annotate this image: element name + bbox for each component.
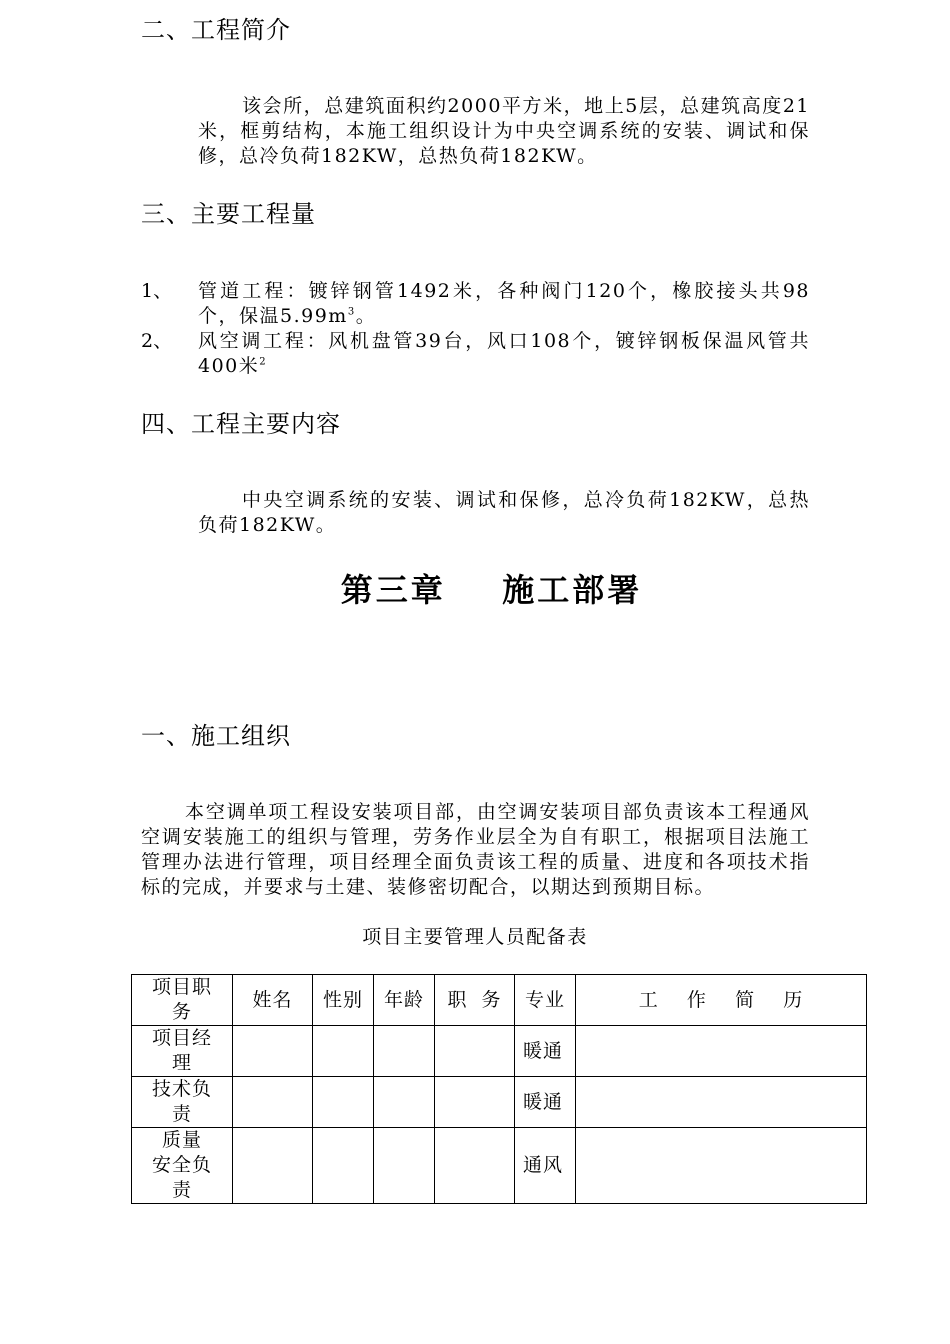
table-cell xyxy=(313,1026,374,1077)
overview-paragraph: 该会所，总建筑面积约2000平方米，地上5层，总建筑高度21米，框剪结构，本施工组织设计为中央空调系统的安装、调试和保修，总冷负荷182KW，总热负荷182KW。 xyxy=(198,95,810,167)
role-cell: 质量 安全负 责 xyxy=(132,1128,233,1204)
table-row xyxy=(132,1026,867,1077)
staff-table xyxy=(131,974,867,1204)
table-row xyxy=(132,1128,867,1204)
table-cell xyxy=(576,1077,867,1128)
header-cell: 姓名 xyxy=(233,975,313,1026)
role-cell: 项目经 理 xyxy=(132,1026,233,1077)
table-caption: 项目主要管理人员配备表 xyxy=(362,926,588,948)
table-cell xyxy=(233,1026,313,1077)
header-cell: 项目职 务 xyxy=(132,975,233,1026)
header-cell: 职 务 xyxy=(435,975,515,1026)
table-cell xyxy=(233,1077,313,1128)
superscript: 2 xyxy=(259,356,268,368)
table-cell xyxy=(435,1128,515,1204)
superscript: 3 xyxy=(347,306,356,318)
section-title-quantities: 三、主要工程量 xyxy=(141,200,316,228)
header-cell: 年龄 xyxy=(374,975,435,1026)
section-title-overview: 二、工程简介 xyxy=(141,16,291,44)
table-cell xyxy=(374,1026,435,1077)
section-title-organization: 一、施工组织 xyxy=(141,722,291,750)
table-cell xyxy=(435,1026,515,1077)
header-cell: 工 作 简 历 xyxy=(576,975,867,1026)
table-cell xyxy=(576,1026,867,1077)
header-cell: 专业 xyxy=(515,975,576,1026)
section-title-main-content: 四、工程主要内容 xyxy=(141,410,341,438)
table-cell xyxy=(313,1077,374,1128)
list-item-text: 管道工程：镀锌钢管1492米，各种阀门120个，橡胶接头共98个，保温$5.99m^3$。 xyxy=(198,280,810,327)
header-cell: 性别 xyxy=(313,975,374,1026)
chapter-title: 第三章 施工部署 xyxy=(340,571,643,609)
table-cell xyxy=(374,1077,435,1128)
specialty-cell: 通风 xyxy=(515,1128,576,1204)
table-cell xyxy=(233,1128,313,1204)
organization-paragraph: 本空调单项工程设安装项目部，由空调安装项目部负责该本工程通风空调安装施工的组织与管理，劳务作业层全为自有职工，根据项目法施工管理办法进行管理，项目经理全面负责该工程的质量、进度和各项技术指标的完成，并要求与土建、装修密切配合，以期达到预期目标。 xyxy=(141,801,810,898)
table-cell xyxy=(313,1128,374,1204)
table-header-row xyxy=(132,975,867,1026)
specialty-cell: 暖通 xyxy=(515,1026,576,1077)
role-cell: 技术负 责 xyxy=(132,1077,233,1128)
table-cell xyxy=(374,1128,435,1204)
table-row xyxy=(132,1077,867,1128)
main-content-paragraph: 中央空调系统的安装、调试和保修，总冷负荷182KW，总热负荷182KW。 xyxy=(198,489,810,536)
list-item-number: 2、 xyxy=(141,330,173,352)
specialty-cell: 暖通 xyxy=(515,1077,576,1128)
table-cell xyxy=(435,1077,515,1128)
list-item-text: 风空调工程：风机盘管39台，风口108个，镀锌钢板保温风管共400米$^2$ xyxy=(198,330,810,377)
table-cell xyxy=(576,1128,867,1204)
list-item-number: 1、 xyxy=(141,280,173,302)
